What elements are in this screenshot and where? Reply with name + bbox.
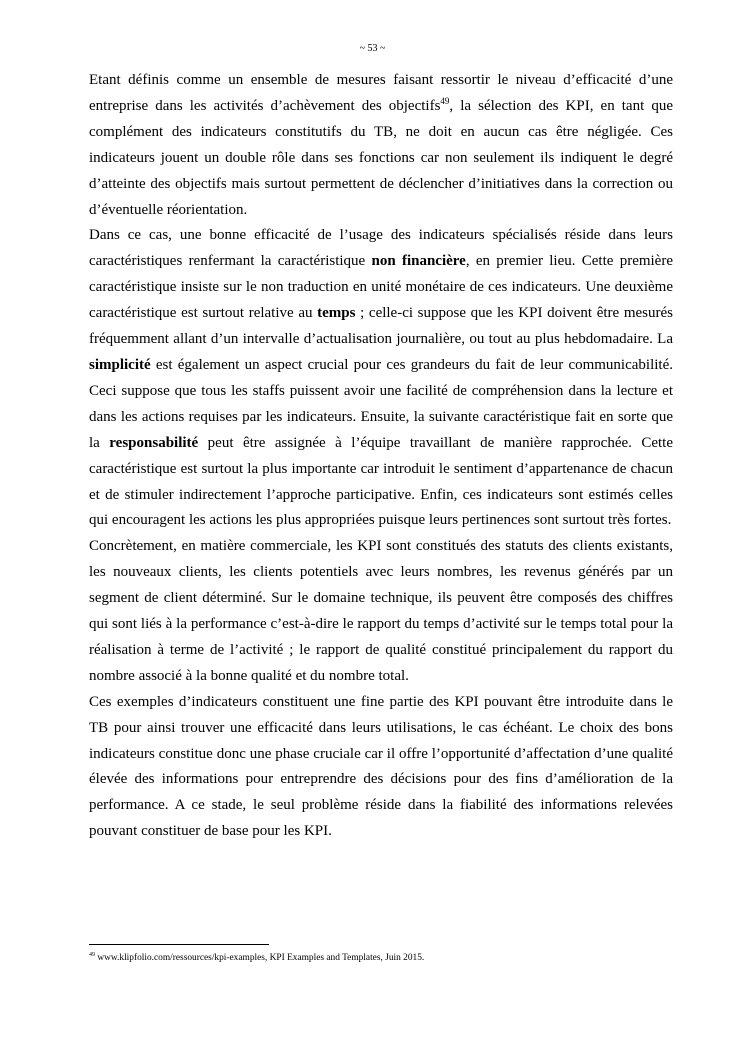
footnote-reference: 49: [440, 95, 450, 106]
paragraph-text: Etant définis comme un ensemble de mesures faisant ressortir le niveau d’efficacité d’une entreprise dans les activités d’achèvement des objectifs: [89, 72, 673, 114]
footnote-number: 49: [89, 952, 95, 958]
bold-term-responsabilite: responsabilité: [109, 434, 199, 451]
paragraph-kpi-examples: Concrètement, en matière commerciale, les KPI sont constitués des statuts des clients existants, les nouveaux clients, les clients potentiels avec leurs nombres, les revenus générés par un segment de client déterminé. Sur le domaine technique, ils peuvent être composés des chiffres qui sont liés à la performance c’est-à-dire le rapport du temps d’activité sur le temps total pour la réalisation à terme de l’activité ; le rapport de qualité constitué principalement du rapport du nombre associé à la bonne qualité et du nombre total.: [89, 538, 673, 684]
footnote-text: www.klipfolio.com/ressources/kpi-examples, KPI Examples and Templates, Juin 2015.: [95, 953, 425, 963]
paragraph-kpi-conclusion: Ces exemples d’indicateurs constituent une fine partie des KPI pouvant être introduite dans le TB pour ainsi trouver une efficacité dans leurs utilisations, le cas échéant. Le choix des bons indicateurs constitue donc une phase cruciale car il offre l’opportunité d’affectation d’une qualité élevée des informations pour entreprendre des décisions pour des fins d’amélioration de la performance. A ce stade, le seul problème réside dans la fiabilité des informations relevées pouvant constituer de base pour les KPI.: [89, 693, 673, 840]
paragraph-text: , la sélection des KPI, en tant que complément des indicateurs constitutifs du TB, ne doit en aucun cas être négligée. Ces indicateurs jouent un double rôle dans ses fonctions car non seulement ils indiquent le degré d’atteinte des objectifs mais surtout permettent de déclencher d’initiatives dans la correction ou d’éventuelle réorientation.: [89, 97, 673, 218]
footnote: [89, 952, 673, 964]
body-text: [89, 68, 673, 845]
page-number: ~ 53 ~: [359, 43, 386, 54]
bold-term-temps: temps: [317, 305, 356, 322]
paragraph-text: peut être assignée à l’équipe travaillant de manière rapprochée. Cette caractéristique est surtout la plus importante car introduit le sentiment d’appartenance de chacun et de stimuler indirectement l’approche participative. Enfin, ces indicateurs sont estimés celles qui encouragent les actions les plus appropriées puisque leurs pertinences sont surtout très fortes.: [89, 434, 674, 529]
paragraph-kpi-characteristics: [89, 223, 673, 534]
paragraph-text: , en premier lieu. Cette première caractéristique insiste sur le non traduction en unité monétaire de ces indicateurs. Une deuxième caractéristique est surtout relative au: [89, 253, 673, 322]
paragraph-text: Dans ce cas, une bonne efficacité de l’usage des indicateurs spécialisés réside dans leurs caractéristiques renfermant la caractéristique: [89, 227, 673, 270]
bold-term-simplicite: simplicité: [89, 356, 151, 373]
paragraph-text: ; celle-ci suppose que les KPI doivent être mesurés fréquemment allant d’un intervalle d’actualisation journalière, ou tout au plus hebdomadaire. La: [89, 305, 673, 348]
paragraph-text: est également un aspect crucial pour ces grandeurs du fait de leur communicabilité. Ceci suppose que tous les staffs puissent avoir une facilité de compréhension dans la lecture et dans les actions requises par les indicateurs. Ensuite, la suivante caractéristique fait en sorte que la: [89, 356, 673, 451]
paragraph-kpi-definition: [89, 68, 673, 223]
bold-term-non-financiere: non financière: [371, 253, 466, 270]
footnote-divider: [89, 944, 269, 945]
